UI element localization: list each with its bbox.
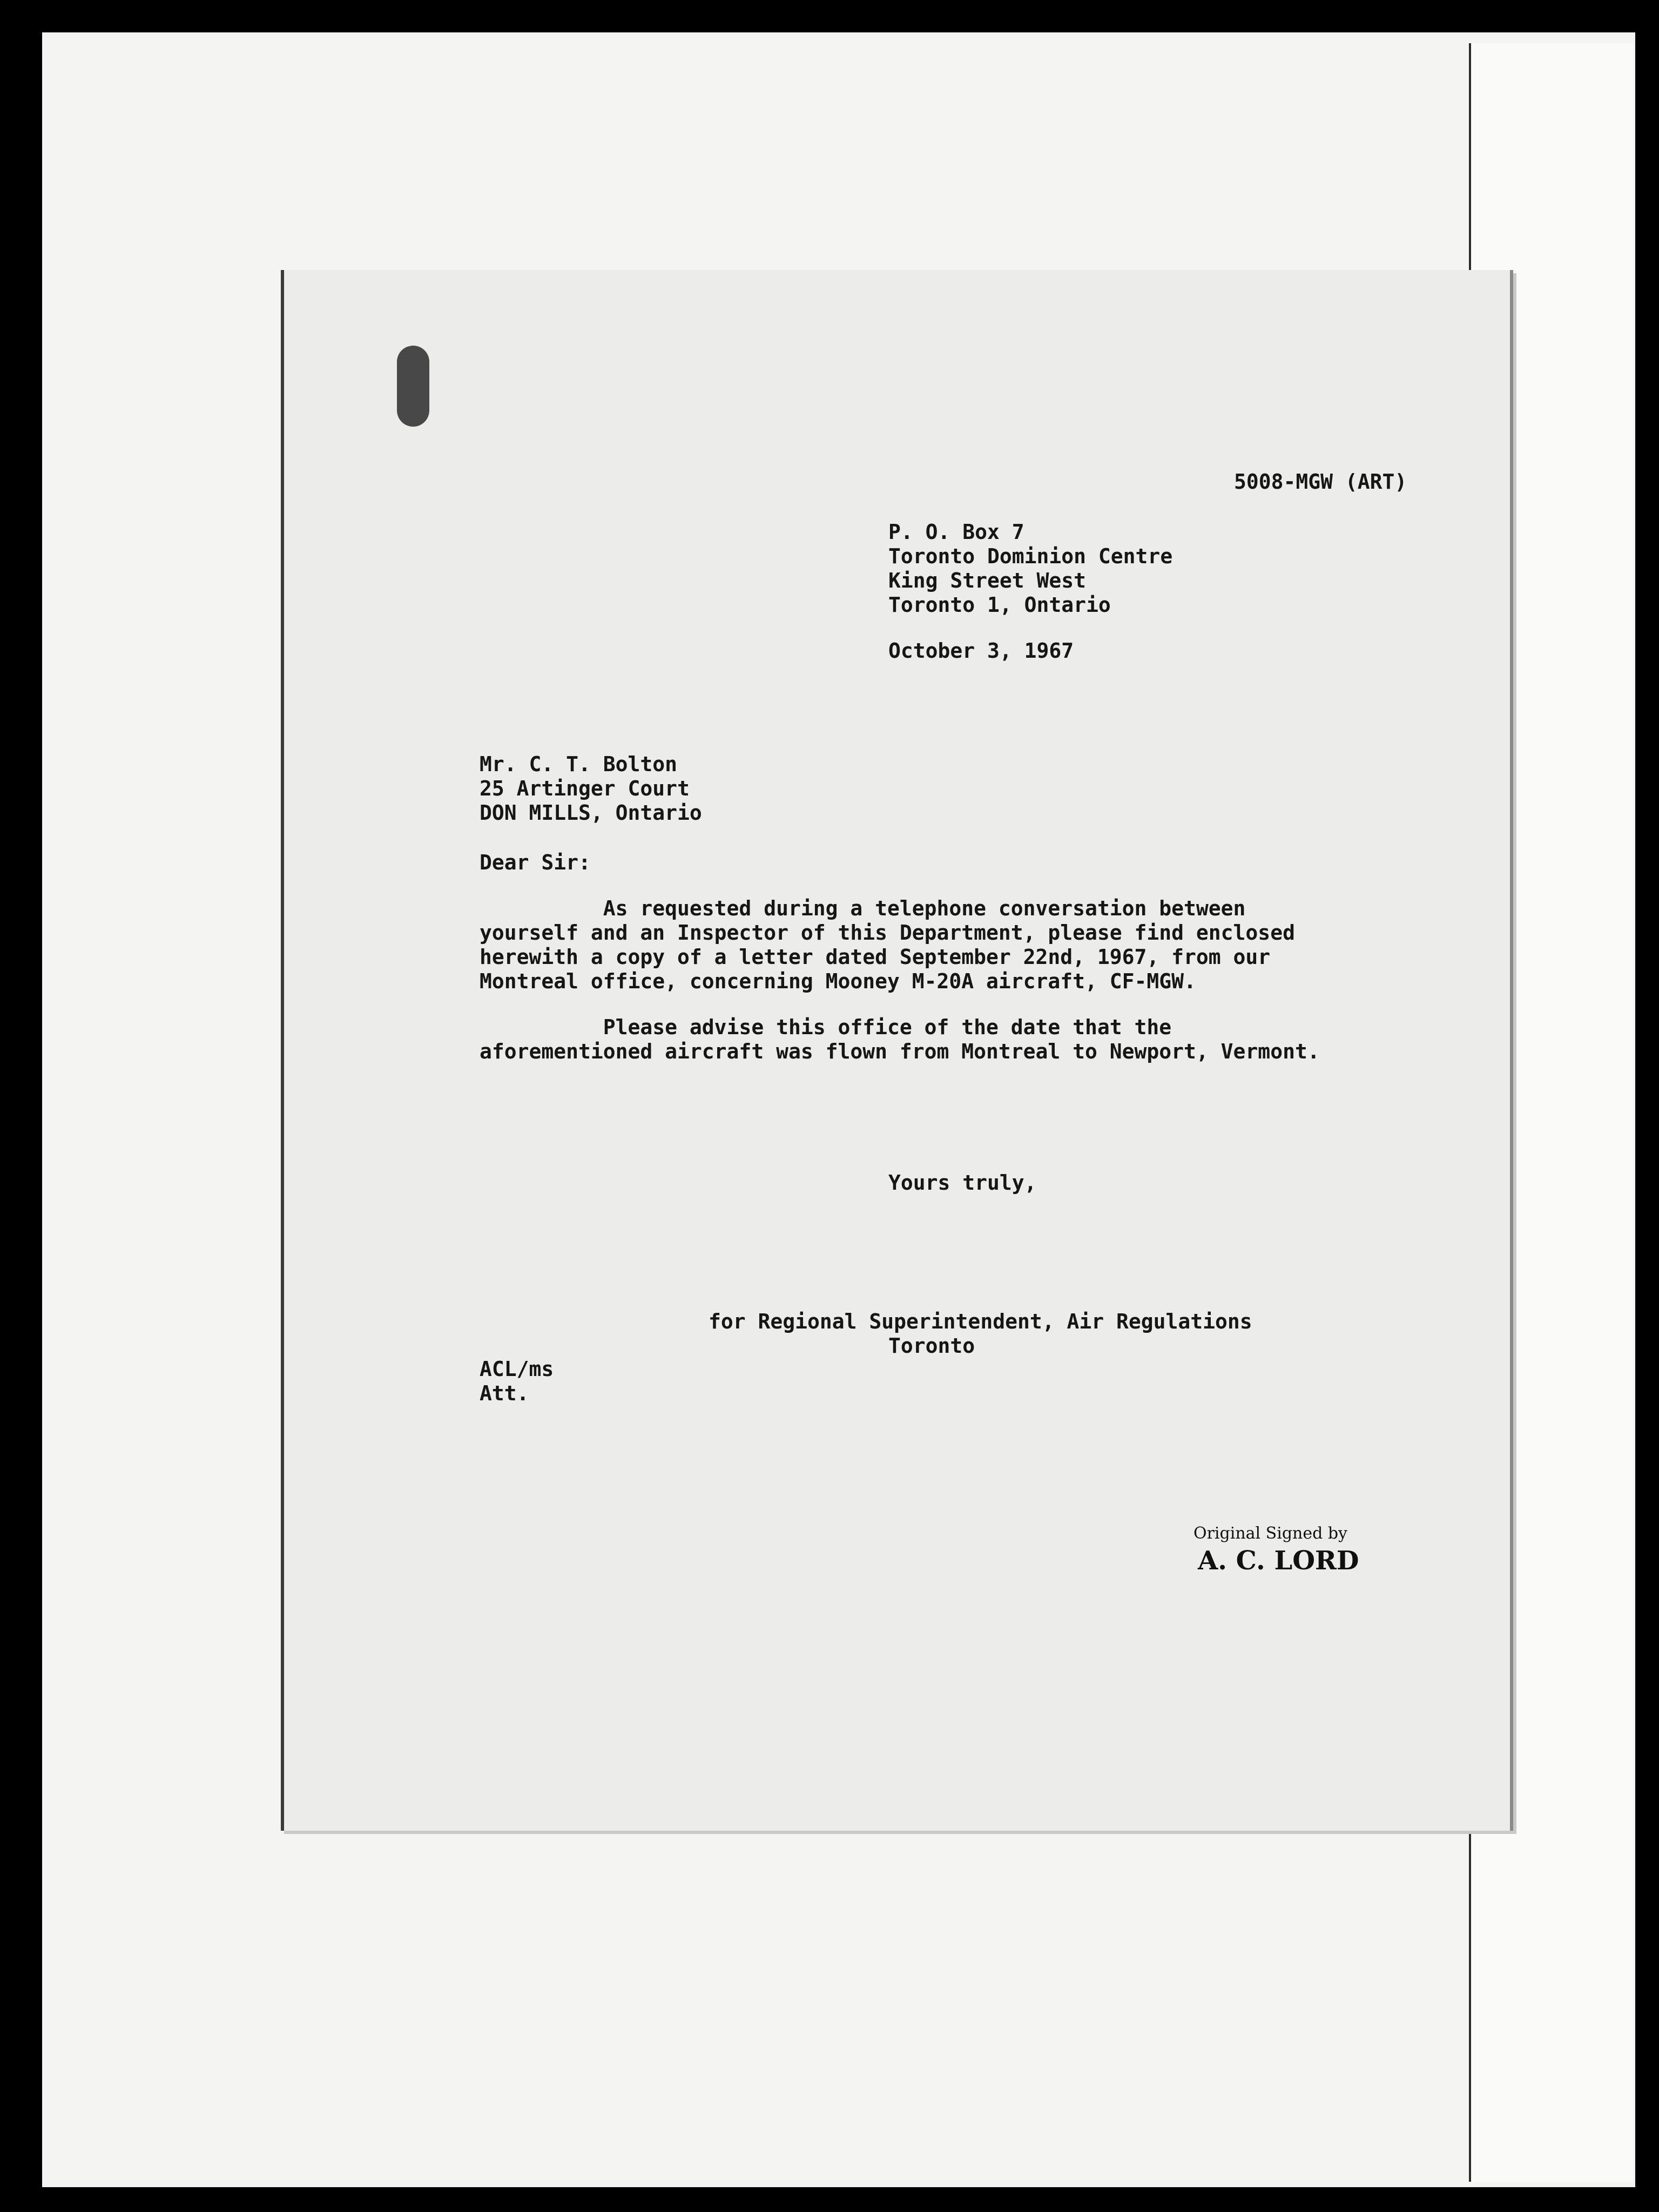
body-paragraph-1-line-1: As requested during a telephone conversation between [480, 896, 1246, 920]
sender-address-line-3: King Street West [888, 569, 1087, 592]
attachment-note: Att. [480, 1381, 529, 1405]
sender-address-line-4: Toronto 1, Ontario [888, 593, 1111, 617]
recipient-address-line-1: Mr. C. T. Bolton [480, 752, 678, 776]
signature-title: for Regional Superintendent, Air Regulations [709, 1310, 1252, 1333]
body-paragraph-1-line-3: herewith a copy of a letter dated September 22nd, 1967, from our [480, 945, 1271, 969]
file-reference: 5008-MGW (ART) [1234, 470, 1407, 494]
sender-address-line-1: P. O. Box 7 [888, 520, 1024, 544]
signature-location: Toronto [888, 1334, 975, 1358]
letter-date: October 3, 1967 [888, 639, 1074, 663]
body-paragraph-2-line-1: Please advise this office of the date that the [480, 1015, 1172, 1039]
recipient-address-line-2: 25 Artinger Court [480, 777, 690, 800]
body-paragraph-1-line-2: yourself and an Inspector of this Department, please find enclosed [480, 921, 1295, 945]
salutation: Dear Sir: [480, 851, 591, 874]
signature-stamp-caption: Original Signed by [1193, 1524, 1347, 1543]
signature-stamp-name: A. C. LORD [1198, 1546, 1359, 1576]
sender-address-line-2: Toronto Dominion Centre [888, 544, 1173, 568]
body-paragraph-2-line-2: aforementioned aircraft was flown from Montreal to Newport, Vermont. [480, 1040, 1320, 1063]
staple-mark [397, 346, 429, 427]
body-paragraph-1-line-4: Montreal office, concerning Mooney M-20A aircraft, CF-MGW. [480, 969, 1196, 993]
closing: Yours truly, [888, 1171, 1037, 1195]
recipient-address-line-3: DON MILLS, Ontario [480, 801, 702, 825]
typist-initials: ACL/ms [480, 1357, 554, 1381]
